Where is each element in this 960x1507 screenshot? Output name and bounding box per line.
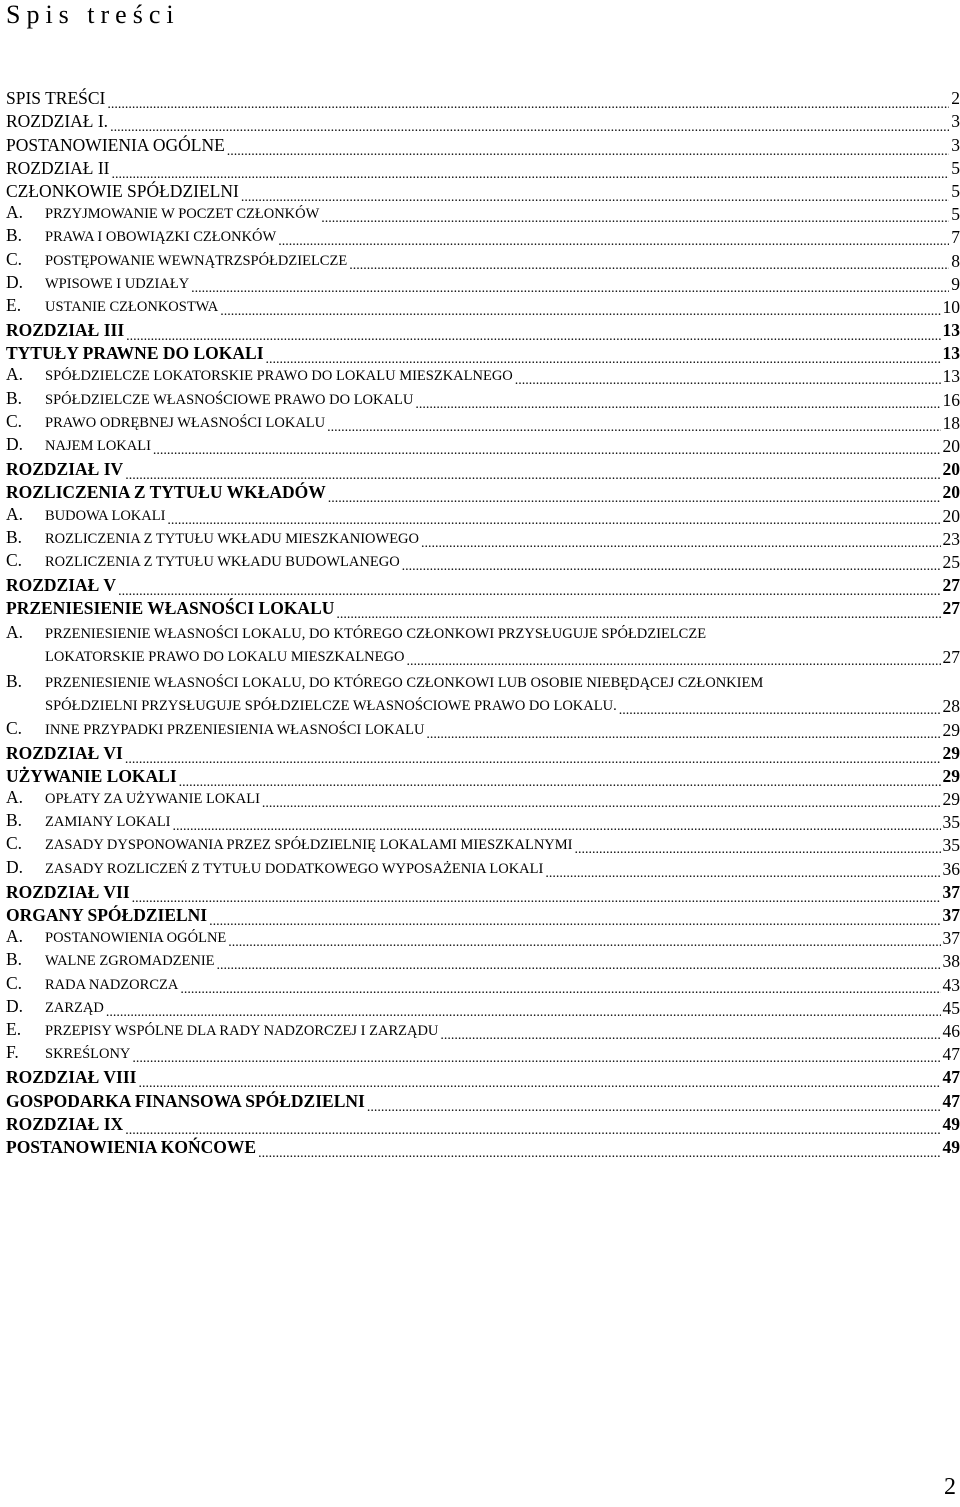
toc-entry-title (6, 622, 706, 644)
toc-dot-leader (153, 440, 941, 456)
toc-entry-title (6, 926, 226, 948)
toc-entry-title (6, 949, 215, 971)
toc-dot-leader (220, 301, 940, 317)
toc-entry-letter: C. (6, 717, 23, 738)
toc-entry-text: ROZDZIAŁ VII (6, 881, 130, 902)
toc-entry-text: SPÓŁDZIELCZE LOKATORSKIE PRAWO DO LOKALU MIESZKALNEGO (45, 368, 513, 385)
toc-dot-leader (327, 417, 940, 433)
toc-entry-letter: A. (6, 787, 24, 808)
toc-entry-title (6, 459, 123, 479)
toc-dot-leader (406, 651, 940, 667)
toc-entry[interactable] (6, 247, 960, 270)
toc-entry[interactable] (6, 667, 960, 693)
toc-entry[interactable] (6, 456, 960, 479)
toc-entry-text: PRAWO ODRĘBNEJ WŁASNOŚCI LOKALU (45, 414, 326, 431)
toc-dot-leader (415, 394, 940, 410)
toc-entry-text: PRZENIESIENIE WŁASNOŚCI LOKALU, DO KTÓREGO CZŁONKOWI PRZYSŁUGUJE SPÓŁDZIELCZE (45, 626, 707, 643)
toc-dot-leader (402, 556, 941, 572)
toc-entry-text: ZAMIANY LOKALI (45, 814, 171, 831)
toc-page-number: 20 (942, 482, 960, 503)
toc-entry-title (6, 671, 763, 693)
toc-entry[interactable] (6, 433, 960, 456)
toc-dot-leader (209, 909, 940, 925)
toc-entry-text: OPŁATY ZA UŻYWANIE LOKALI (45, 791, 260, 808)
toc-dot-leader (241, 185, 949, 201)
toc-entry-text: RADA NADZORCZA (45, 976, 179, 993)
toc-entry-title (6, 1091, 365, 1111)
toc-entry-text: ROZDZIAŁ I. (6, 111, 109, 132)
toc-entry-letter: B. (6, 949, 23, 970)
toc-entry-text: SKREŚLONY (45, 1046, 131, 1063)
toc-page-number: 38 (942, 951, 960, 972)
toc-entry[interactable] (6, 1111, 960, 1134)
toc-page-number: 46 (942, 1020, 960, 1041)
toc-dot-leader (421, 533, 941, 549)
toc-entry-text: CZŁONKOWIE SPÓŁDZIELNI (6, 180, 239, 201)
toc-entry-title (6, 1042, 130, 1064)
toc-entry[interactable] (6, 224, 960, 247)
toc-entry-text: ROZDZIAŁ IV (6, 459, 124, 480)
toc-page-number: 47 (942, 1044, 960, 1065)
toc-page-number: 5 (951, 180, 960, 201)
toc-entry-text: PRZENIESIENIE WŁASNOŚCI LOKALU (6, 598, 335, 619)
toc-entry-letter: B. (6, 526, 23, 547)
toc-entry[interactable] (6, 618, 960, 644)
toc-entry[interactable] (6, 1134, 960, 1157)
toc-entry-title (6, 766, 177, 786)
toc-page-number: 29 (942, 742, 960, 763)
toc-dot-leader (125, 747, 941, 763)
toc-dot-leader (426, 724, 940, 740)
toc-dot-leader (336, 602, 940, 618)
toc-page-number: 23 (942, 528, 960, 549)
toc-entry[interactable] (6, 925, 960, 948)
toc-dot-leader (217, 955, 941, 971)
toc-dot-leader (227, 139, 949, 155)
toc-entry[interactable] (6, 595, 960, 618)
toc-page-number: 13 (942, 366, 960, 387)
toc-entry[interactable] (6, 763, 960, 786)
toc-entry-letter: A. (6, 503, 24, 524)
toc-entry-text: PRZEPISY WSPÓLNE DLA RADY NADZORCZEJ I ZARZĄDU (45, 1022, 439, 1039)
toc-entry-title (6, 743, 123, 763)
toc-dot-leader (125, 463, 940, 479)
toc-page-number: 8 (951, 250, 960, 271)
toc-dot-leader (125, 1118, 940, 1134)
toc-entry-text: ORGANY SPÓŁDZIELNI (6, 905, 208, 925)
toc-page-number: 47 (942, 1090, 960, 1111)
toc-page-number: 16 (942, 389, 960, 410)
toc-page-number: 27 (942, 598, 960, 619)
toc-entry[interactable] (6, 502, 960, 525)
toc-dot-leader (107, 92, 949, 108)
toc-page-number: 5 (951, 204, 960, 225)
toc-entry[interactable] (6, 995, 960, 1018)
toc-dot-leader (328, 486, 941, 502)
toc-entry[interactable] (6, 131, 960, 154)
toc-entry-text: POSTANOWIENIA OGÓLNE (45, 930, 227, 947)
toc-page-number: 43 (942, 974, 960, 995)
toc-dot-leader (180, 979, 940, 995)
toc-entry[interactable] (6, 716, 960, 739)
toc-entry-text: NAJEM LOKALI (45, 438, 151, 454)
toc-dot-leader (132, 886, 941, 902)
toc-entry[interactable] (6, 572, 960, 595)
toc-dot-leader (515, 370, 941, 386)
toc-entry-title (6, 249, 347, 271)
toc-entry-title (6, 647, 404, 667)
toc-entry-text: ROZDZIAŁ IX (6, 1113, 124, 1134)
toc-entry-letter: E. (6, 294, 22, 315)
toc-entry-text: ROZDZIAŁ VI (6, 742, 123, 763)
toc-dot-leader (349, 255, 949, 271)
toc-entry-text: SPÓŁDZIELCZE WŁASNOŚCIOWE PRAWO DO LOKALU (45, 391, 414, 408)
toc-page-number: 27 (942, 647, 960, 668)
toc-page-number: 37 (942, 905, 960, 925)
toc-entry-letter: D. (6, 434, 24, 454)
toc-entry-letter: D. (6, 271, 24, 292)
toc-entry-title (6, 202, 319, 224)
toc-page-number: 2 (951, 88, 960, 109)
toc-entry[interactable] (6, 879, 960, 902)
toc-entry-text: WPISOWE I UDZIAŁY (45, 275, 190, 292)
toc-page-number: 5 (951, 157, 960, 178)
toc-entry-title (6, 882, 130, 902)
toc-entry-title (6, 973, 178, 995)
toc-page-number: 18 (942, 412, 960, 433)
toc-dot-leader (619, 700, 941, 716)
toc-page-number: 3 (951, 134, 960, 155)
toc-entry[interactable] (6, 479, 960, 502)
toc-entry-text: INNE PRZYPADKI PRZENIESIENIA WŁASNOŚCI LOKALU (45, 721, 425, 738)
toc-dot-leader (574, 839, 940, 855)
toc-entry-text: POSTĘPOWANIE WEWNĄTRZSPÓŁDZIELCZE (45, 252, 348, 269)
toc-dot-leader (173, 816, 941, 832)
toc-entry[interactable] (6, 809, 960, 832)
toc-entry-title (6, 550, 400, 572)
toc-entry-title (6, 1137, 256, 1157)
toc-page-number: 9 (951, 273, 960, 294)
toc-entry-title (6, 111, 108, 131)
toc-entry-title (6, 696, 617, 716)
toc-entry-title (6, 996, 104, 1018)
toc-entry-letter: C. (6, 410, 23, 431)
toc-page-number: 3 (951, 111, 960, 132)
toc-entry-text: ROZDZIAŁ VIII (6, 1067, 137, 1088)
toc-entry-text: ROZLICZENIA Z TYTUŁU WKŁADU BUDOWLANEGO (45, 553, 400, 570)
toc-page-number: 20 (942, 505, 960, 526)
toc-page-number: 29 (942, 719, 960, 740)
toc-dot-leader (118, 579, 940, 595)
toc-entry-title (6, 411, 325, 433)
toc-entry-text: GOSPODARKA FINANSOWA SPÓŁDZIELNI (6, 1090, 365, 1111)
toc-dot-leader (367, 1095, 941, 1111)
toc-page-number: 28 (942, 696, 960, 717)
toc-entry-title (6, 135, 225, 155)
toc-entry[interactable] (6, 1041, 960, 1064)
toc-entry-text: PRZENIESIENIE WŁASNOŚCI LOKALU, DO KTÓREGO CZŁONKOWI LUB OSOBIE NIEBĘDĄCEJ CZŁONKIEM (45, 675, 764, 692)
toc-entry[interactable] (6, 386, 960, 409)
toc-entry[interactable] (6, 948, 960, 971)
toc-dot-leader (112, 162, 950, 178)
toc-entry[interactable] (6, 363, 960, 386)
toc-entry-title (6, 787, 260, 809)
toc-entry[interactable] (6, 178, 960, 201)
toc-entry-title (6, 364, 513, 386)
toc-page-number: 35 (942, 812, 960, 833)
toc-entry-title (6, 857, 543, 879)
toc-page-number: 49 (942, 1136, 960, 1157)
toc-entry-letter: B. (6, 225, 23, 246)
toc-page-number: 10 (942, 296, 960, 317)
toc-entry-title (6, 810, 171, 832)
toc-entry[interactable] (6, 526, 960, 549)
toc-dot-leader (138, 1071, 940, 1087)
toc-entry-title (6, 320, 124, 340)
toc-page-number: 45 (942, 997, 960, 1018)
toc-entry-text: TYTUŁY PRAWNE DO LOKALI (6, 343, 264, 364)
toc-dot-leader (278, 231, 949, 247)
toc-entry-title (6, 504, 165, 526)
toc-entry-title (6, 718, 424, 740)
toc-entry-text: ROZDZIAŁ II (6, 157, 110, 178)
toc-entry-letter: A. (6, 202, 24, 223)
toc-entry-title (6, 527, 419, 549)
toc-entry[interactable] (6, 855, 960, 878)
toc-page-number: 13 (942, 343, 960, 364)
toc-entry[interactable] (6, 201, 960, 224)
toc-dot-leader (440, 1025, 940, 1041)
toc-entry-continuation[interactable] (6, 644, 960, 667)
toc-dot-leader (228, 932, 940, 948)
toc-entry-title (6, 388, 413, 410)
toc-page-number: 35 (942, 835, 960, 856)
toc-entry-letter: C. (6, 833, 23, 854)
toc-entry-title (6, 295, 218, 317)
table-of-contents (6, 85, 960, 1157)
toc-entry-text: BUDOWA LOKALI (45, 507, 166, 524)
toc-dot-leader (545, 863, 940, 879)
toc-page-number: 37 (942, 881, 960, 902)
toc-page-number: 20 (942, 459, 960, 480)
page-number: 2 (944, 1474, 956, 1500)
toc-entry-text: ROZDZIAŁ III (6, 320, 125, 341)
toc-entry[interactable] (6, 971, 960, 994)
toc-dot-leader (262, 793, 941, 809)
toc-entry-title (6, 434, 151, 456)
toc-entry-text: SPÓŁDZIELNI PRZYSŁUGUJE SPÓŁDZIELCZE WŁASNOŚCIOWE PRAWO DO LOKALU. (45, 698, 617, 715)
toc-entry-text: UŻYWANIE LOKALI (6, 765, 177, 786)
toc-entry-letter: A. (6, 622, 24, 643)
toc-entry-text: USTANIE CZŁONKOSTWA (45, 298, 219, 315)
toc-entry[interactable] (6, 1018, 960, 1041)
toc-dot-leader (321, 208, 949, 224)
toc-dot-leader (126, 324, 940, 340)
toc-entry-title (6, 343, 264, 363)
toc-entry-text: ROZLICZENIA Z TYTUŁU WKŁADÓW (6, 482, 326, 503)
toc-entry-title (6, 482, 326, 502)
page-title: Spis treści (6, 0, 180, 29)
toc-entry[interactable] (6, 85, 960, 108)
toc-entry[interactable] (6, 1064, 960, 1087)
toc-entry-title (6, 225, 276, 247)
toc-entry-text: POSTANOWIENIA KOŃCOWE (6, 1136, 257, 1157)
toc-entry[interactable] (6, 410, 960, 433)
toc-entry-text: LOKATORSKIE PRAWO DO LOKALU MIESZKALNEGO (45, 649, 405, 666)
toc-page-number: 25 (942, 551, 960, 572)
toc-entry[interactable] (6, 108, 960, 131)
toc-entry-letter: E. (6, 1018, 22, 1039)
toc-dot-leader (191, 278, 949, 294)
toc-entry[interactable] (6, 340, 960, 363)
toc-entry[interactable] (6, 155, 960, 178)
toc-entry-letter: B. (6, 810, 23, 831)
toc-entry-text: ZARZĄD (45, 999, 104, 1016)
toc-entry-letter: C. (6, 972, 23, 993)
toc-entry-text: SPIS TREŚCI (6, 88, 106, 109)
toc-dot-leader (110, 115, 949, 131)
toc-entry-letter: B. (6, 671, 23, 692)
toc-entry-text: ROZDZIAŁ V (6, 575, 117, 596)
toc-entry-text: POSTANOWIENIA OGÓLNE (6, 134, 225, 155)
toc-page-number: 13 (942, 320, 960, 341)
toc-page-number: 37 (942, 928, 960, 949)
toc-entry-title (6, 181, 239, 201)
toc-entry-title (6, 905, 207, 925)
toc-entry-text: PRZYJMOWANIE W POCZET CZŁONKÓW (45, 206, 320, 223)
toc-entry-letter: D. (6, 995, 24, 1016)
toc-entry-text: PRAWA I OBOWIĄZKI CZŁONKÓW (45, 229, 277, 246)
toc-entry[interactable] (6, 902, 960, 925)
toc-entry-title (6, 575, 116, 595)
toc-page-number: 29 (942, 789, 960, 810)
toc-dot-leader (266, 347, 941, 363)
toc-entry[interactable] (6, 294, 960, 317)
toc-entry[interactable] (6, 786, 960, 809)
toc-entry-letter: D. (6, 856, 24, 877)
toc-entry-letter: C. (6, 549, 23, 570)
toc-page-number: 20 (942, 436, 960, 456)
toc-entry[interactable] (6, 271, 960, 294)
toc-entry[interactable] (6, 549, 960, 572)
toc-entry-title (6, 88, 105, 108)
toc-entry-text: ROZLICZENIA Z TYTUŁU WKŁADU MIESZKANIOWEGO (45, 530, 419, 547)
toc-entry-text: ZASADY DYSPONOWANIA PRZEZ SPÓŁDZIELNIĘ LOKALAMI MIESZKALNYMI (45, 837, 573, 854)
toc-entry-text: WALNE ZGROMADZENIE (45, 953, 215, 970)
toc-entry-title (6, 1114, 123, 1134)
toc-entry-title (6, 1067, 136, 1087)
toc-page-number: 27 (942, 575, 960, 596)
toc-page-number: 7 (951, 227, 960, 248)
toc-dot-leader (132, 1048, 940, 1064)
toc-page-number: 36 (942, 858, 960, 879)
toc-page-number: 29 (942, 765, 960, 786)
toc-entry-title (6, 158, 110, 178)
toc-page-number: 47 (942, 1067, 960, 1088)
toc-entry-continuation[interactable] (6, 693, 960, 716)
toc-entry-letter: C. (6, 248, 23, 269)
toc-entry[interactable] (6, 740, 960, 763)
toc-entry-text: ZASADY ROZLICZEŃ Z TYTUŁU DODATKOWEGO WYPOSAŻENIA LOKALI (45, 860, 544, 877)
toc-entry-title (6, 598, 334, 618)
toc-entry-title (6, 272, 189, 294)
toc-dot-leader (167, 510, 940, 526)
toc-entry[interactable] (6, 317, 960, 340)
toc-entry-title (6, 833, 572, 855)
toc-entry[interactable] (6, 1087, 960, 1110)
toc-page-number: 49 (942, 1113, 960, 1134)
toc-entry-letter: A. (6, 364, 24, 385)
toc-entry-title (6, 1019, 438, 1041)
toc-entry[interactable] (6, 832, 960, 855)
toc-dot-leader (179, 770, 941, 786)
toc-dot-leader (258, 1141, 940, 1157)
toc-entry-letter: B. (6, 387, 23, 408)
toc-dot-leader (106, 1002, 941, 1018)
toc-entry-letter: A. (6, 926, 24, 947)
toc-entry-letter: F. (6, 1042, 19, 1063)
